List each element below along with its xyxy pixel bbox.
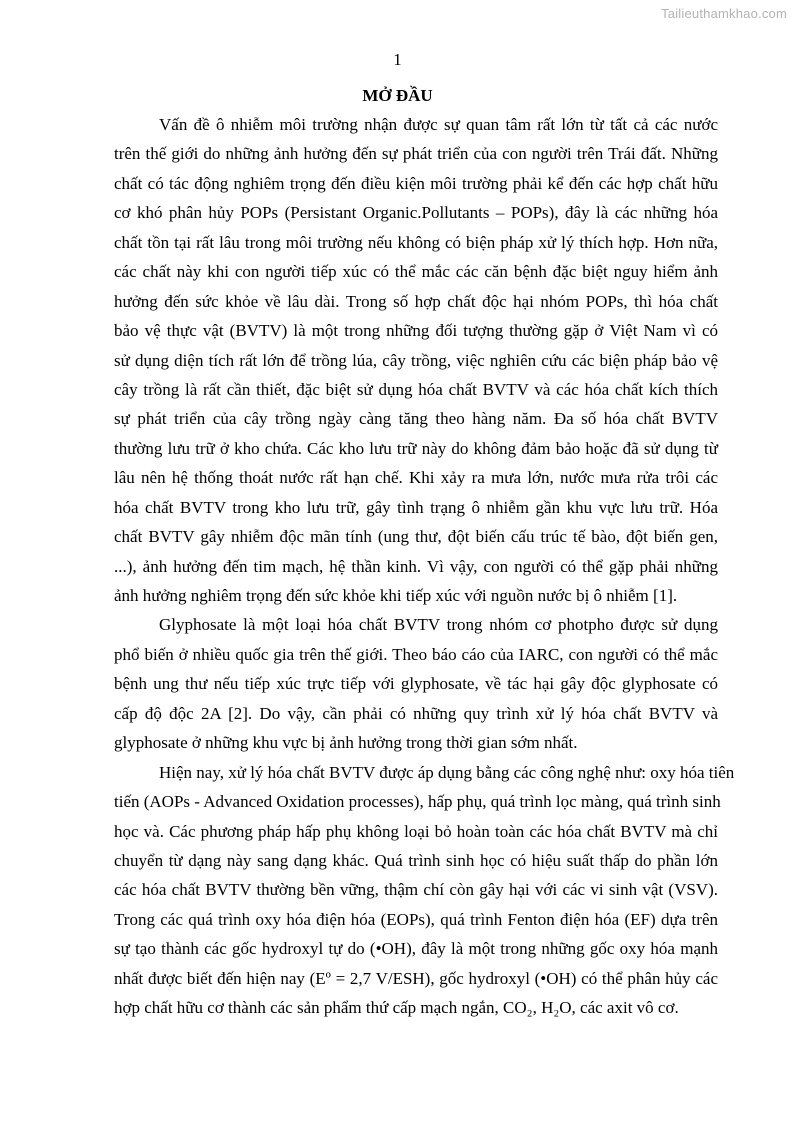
text-line: trên thế giới do những ảnh hưởng đến sự phát triển của con người trên Trái đất. Những xyxy=(114,144,718,164)
text-line: hóa chất BVTV trong kho lưu trữ, gây tình trạng ô nhiễm gần khu vực lưu trữ. Hóa xyxy=(114,497,718,517)
text-line: sự phát triển của cây trồng ngày càng tăng theo hàng năm. Đa số hóa chất BVTV xyxy=(114,409,718,429)
page-number: 1 xyxy=(393,50,402,69)
text-line: bảo vệ thực vật (BVTV) là một trong những đối tượng thường gặp ở Việt Nam vì có xyxy=(114,321,718,341)
text-line: cấp độ độc 2A [2]. Do vậy, cần phải có những quy trình xử lý hóa chất BVTV và xyxy=(114,703,718,723)
text-line: tiến (AOPs - Advanced Oxidation processes), hấp phụ, quá trình lọc màng, quá trình sinh xyxy=(114,792,721,812)
document-body xyxy=(114,110,735,1023)
text-line: bệnh ung thư nếu tiếp xúc trực tiếp với glyphosate, về tác hại gây độc glyphosate có xyxy=(114,674,718,694)
text-line: chất BVTV gây nhiễm độc mãn tính (ung thư, đột biến cấu trúc tế bào, đột biến gen, xyxy=(114,527,718,547)
text-line: nhất được biết đến hiện nay (Eº = 2,7 V/ESH), gốc hydroxyl (•OH) có thể phân hủy các xyxy=(114,968,718,988)
text-line: Hiện nay, xử lý hóa chất BVTV được áp dụng bằng các công nghệ như: oxy hóa tiên xyxy=(159,762,735,782)
text-line: hợp chất hữu cơ thành các sản phẩm thứ cấp mạch ngắn, CO₂, H₂O, các axit vô cơ. xyxy=(114,998,679,1018)
section-heading: MỞ ĐẦU xyxy=(362,86,433,105)
text-line: phổ biến ở nhiều quốc gia trên thế giới. Theo báo cáo của IARC, con người có thể mắc xyxy=(114,644,718,664)
text-line: cơ khó phân hủy POPs (Persistant Organic.Pollutants – POPs), đây là các những hóa xyxy=(114,203,718,223)
watermark: Tailieuthamkhao.com xyxy=(661,6,787,21)
paragraph xyxy=(114,758,735,1023)
text-line: chất có tác động nghiêm trọng đến điều kiện môi trường phải kể đến các hợp chất hữu xyxy=(114,173,718,193)
text-line: glyphosate ở những khu vực bị ảnh hưởng trong thời gian sớm nhất. xyxy=(114,733,578,753)
text-line: chuyển từ dạng này sang dạng khác. Quá trình sinh học có hiệu suất thấp do phần lớn xyxy=(114,850,718,870)
text-line: sự tạo thành các gốc hydroxyl tự do (•OH), đây là một trong những gốc oxy hóa mạnh xyxy=(114,939,718,959)
text-line: các chất này khi con người tiếp xúc có thể mắc các căn bệnh đặc biệt nguy hiểm ảnh xyxy=(114,262,718,282)
text-line: Glyphosate là một loại hóa chất BVTV trong nhóm cơ photpho được sử dụng xyxy=(159,615,718,635)
text-line: thường lưu trữ ở kho chứa. Các kho lưu trữ này do không đảm bảo hoặc đã sử dụng từ xyxy=(114,438,718,458)
text-line: sử dụng diện tích rất lớn để trồng lúa, cây trồng, việc nghiên cứu các biện pháp bảo vệ xyxy=(114,350,718,370)
text-line: học và. Các phương pháp hấp phụ không loại bỏ hoàn toàn các hóa chất BVTV mà chỉ xyxy=(114,821,718,841)
paragraph xyxy=(114,110,718,610)
text-line: Trong các quá trình oxy hóa điện hóa (EOPs), quá trình Fenton điện hóa (EF) dựa trên xyxy=(114,909,718,929)
text-line: chất tồn tại rất lâu trong môi trường nếu không có biện pháp xử lý thích hợp. Hơn nữa, xyxy=(114,232,718,252)
text-line: các hóa chất BVTV thường bền vững, thậm chí còn gây hại với các vi sinh vật (VSV). xyxy=(114,880,718,900)
text-line: hưởng đến sức khỏe về lâu dài. Trong số hợp chất độc hại nhóm POPs, thì hóa chất xyxy=(114,291,718,311)
text-line: cây trồng là rất cần thiết, đặc biệt sử dụng hóa chất BVTV và các hóa chất kích thích xyxy=(114,379,718,399)
paragraph xyxy=(114,610,718,757)
text-line: ảnh hưởng nghiêm trọng đến sức khỏe khi tiếp xúc với nguồn nước bị ô nhiễm [1]. xyxy=(114,586,678,605)
text-line: lâu nên hệ thống thoát nước rất hạn chế. Khi xảy ra mưa lớn, nước mưa rửa trôi các xyxy=(114,468,718,488)
text-line: Vấn đề ô nhiễm môi trường nhận được sự quan tâm rất lớn từ tất cả các nước xyxy=(159,115,718,134)
text-line: ...), ảnh hưởng đến tim mạch, hệ thần kinh. Vì vậy, con người có thể gặp phải những xyxy=(114,556,718,576)
